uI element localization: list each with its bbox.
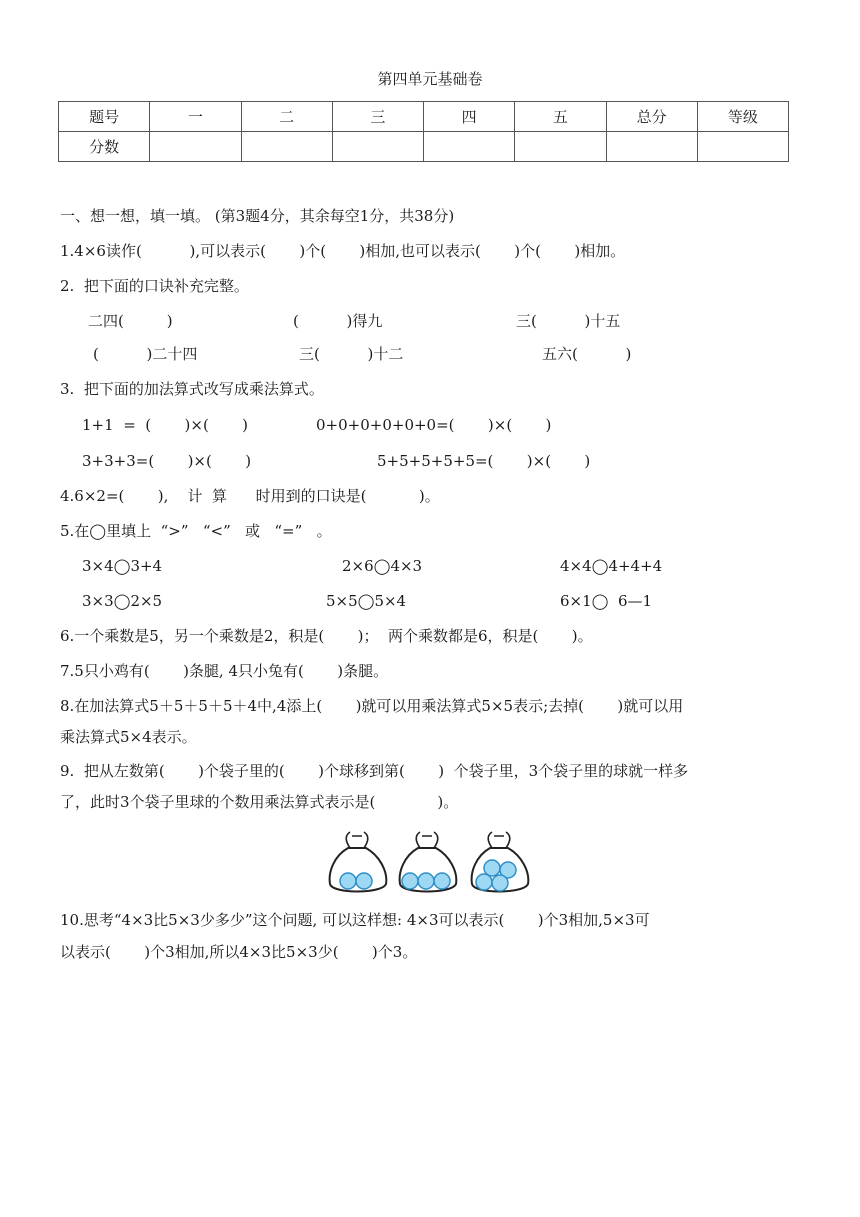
question-3: 3. 把下面的加法算式改写成乘法算式。 — [60, 380, 324, 398]
mnemonic-item: 五六( ) — [542, 345, 632, 363]
ball — [340, 873, 356, 889]
ball — [402, 873, 418, 889]
equation-item: 1+1 = ( )×( ) — [82, 416, 249, 434]
score-table-header-cell: 二 — [241, 102, 332, 132]
score-cell[interactable] — [424, 132, 515, 162]
score-table-header-cell: 三 — [332, 102, 423, 132]
question-7: 7.5只小鸡有( )条腿, 4只小兔有( )条腿。 — [60, 662, 389, 680]
score-cell[interactable] — [332, 132, 423, 162]
comparison-item: 2×6◯4×3 — [342, 557, 423, 575]
ball — [434, 873, 450, 889]
question-9-line-2: 了，此时3个袋子里球的个数用乘法算式表示是( )。 — [60, 793, 459, 811]
equation-item: 5+5+5+5+5=( )×( ) — [377, 452, 591, 470]
score-table-header-cell: 五 — [515, 102, 606, 132]
comparison-item: 4×4◯4+4+4 — [560, 557, 663, 575]
ball-bags-figure — [326, 826, 546, 896]
score-cell[interactable] — [515, 132, 606, 162]
score-cell[interactable] — [241, 132, 332, 162]
question-4: 4.6×2=( ), 计 算 时用到的口诀是( )。 — [60, 487, 440, 505]
question-8-line-2: 乘法算式5×4表示。 — [60, 728, 197, 746]
page-title: 第四单元基础卷 — [377, 70, 483, 88]
score-table — [58, 101, 789, 162]
comparison-item: 6×1◯ 6—1 — [560, 592, 653, 610]
ball — [418, 873, 434, 889]
comparison-item: 5×5◯5×4 — [326, 592, 407, 610]
question-6: 6.一个乘数是5，另一个乘数是2，积是( )； 两个乘数都是6，积是( )。 — [60, 627, 593, 645]
mnemonic-item: 二四( ) — [88, 312, 173, 330]
score-table-header-row — [59, 102, 789, 132]
mnemonic-item: 三( )十二 — [299, 345, 404, 363]
question-10-line-2: 以表示( )个3相加,所以4×3比5×3少( )个3。 — [60, 943, 418, 961]
bag — [400, 832, 457, 892]
question-1: 1.4×6读作( ),可以表示( )个( )相加,也可以表示( )个( )相加。 — [60, 242, 626, 260]
score-row-label: 分数 — [59, 132, 150, 162]
score-cell[interactable] — [697, 132, 788, 162]
equation-item: 0+0+0+0+0+0=( )×( ) — [316, 416, 552, 434]
score-table-header-cell: 等级 — [697, 102, 788, 132]
score-table-header-cell: 四 — [424, 102, 515, 132]
comparison-item: 3×3◯2×5 — [82, 592, 163, 610]
section-heading: 一、想一想，填一填。 (第3题4分，其余每空1分，共38分) — [60, 207, 455, 225]
ball — [476, 874, 492, 890]
mnemonic-item: ( )得九 — [293, 312, 383, 330]
mnemonic-item: ( )二十四 — [93, 345, 198, 363]
bag — [330, 832, 387, 892]
question-5: 5.在◯里填上 “>” “<” 或 “=” 。 — [60, 522, 332, 540]
mnemonic-item: 三( )十五 — [516, 312, 621, 330]
question-8-line-1: 8.在加法算式5＋5＋5＋5＋4中,4添上( )就可以用乘法算式5×5表示;去掉( )就可以用 — [60, 697, 684, 715]
ball — [356, 873, 372, 889]
comparison-item: 3×4◯3+4 — [82, 557, 163, 575]
question-10-line-1: 10.思考“4×3比5×3少多少”这个问题, 可以这样想: 4×3可以表示( )个3相加,5×3可 — [60, 911, 650, 929]
score-table-header-cell: 题号 — [59, 102, 150, 132]
question-9-line-1: 9. 把从左数第( )个袋子里的( )个球移到第( ) 个袋子里，3个袋子里的球就一样多 — [60, 762, 689, 780]
ball — [492, 875, 508, 891]
score-cell[interactable] — [150, 132, 241, 162]
score-cell[interactable] — [606, 132, 697, 162]
score-table-header-cell: 一 — [150, 102, 241, 132]
equation-item: 3+3+3=( )×( ) — [82, 452, 252, 470]
question-2: 2. 把下面的口诀补充完整。 — [60, 277, 249, 295]
bag — [472, 832, 529, 892]
score-table-header-cell: 总分 — [606, 102, 697, 132]
score-table-score-row — [59, 132, 789, 162]
